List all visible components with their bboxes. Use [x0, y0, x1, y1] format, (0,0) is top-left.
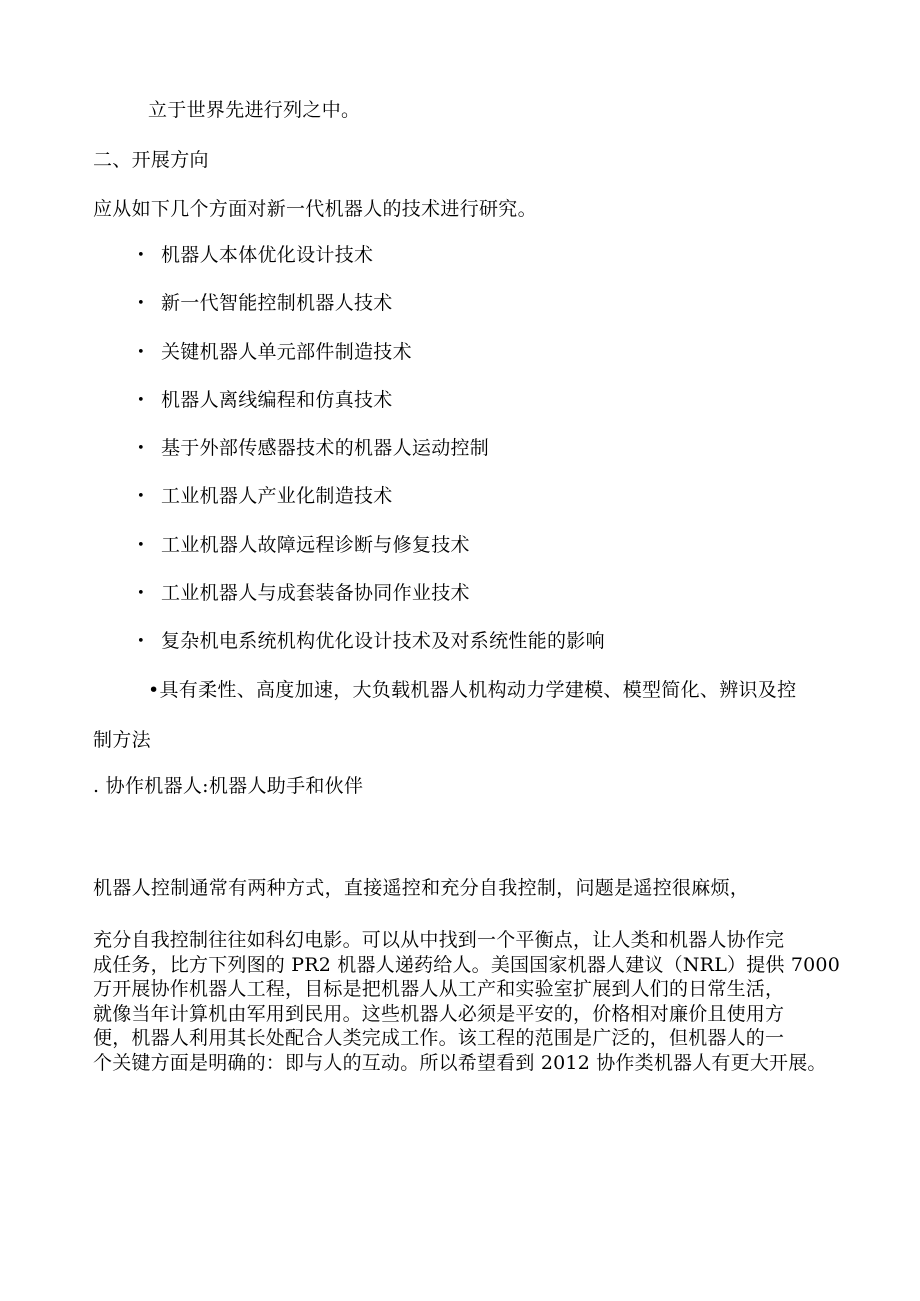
- list-item-text: 关键机器人单元部件制造技术: [161, 341, 412, 363]
- list-item: [137, 533, 470, 558]
- paragraph-line: 便，机器人利用其长处配合人类完成工作。该工程的范围是广泛的，但机器人的一: [93, 1027, 785, 1049]
- section-heading: 二、开展方向: [93, 149, 209, 171]
- list-item-text: 机器人本体优化设计技术: [161, 244, 374, 266]
- bullet-icon: •: [137, 586, 145, 601]
- list-item: [137, 484, 393, 509]
- intro-continuation: 立于世界先进行列之中。: [148, 99, 361, 121]
- paragraph-line: 充分自我控制往往如科幻电影。可以从中找到一个平衡点，让人类和机器人协作完: [93, 929, 785, 951]
- paragraph-line: 成任务，比方下列图的 PR2 机器人递药给人。美国国家机器人建议（NRL）提供 7000: [93, 953, 840, 976]
- list-item: [137, 291, 393, 316]
- list-item: [137, 243, 373, 268]
- bullet-icon: •: [137, 538, 145, 553]
- paragraph-line: 就像当年计算机由军用到民用。这些机器人必须是平安的，价格相对廉价且使用方: [93, 1002, 785, 1025]
- subheading-collaborative-robots: . 协作机器人:机器人助手和伙伴: [93, 775, 364, 797]
- bullet-icon: •: [137, 393, 145, 408]
- bullet-icon: •: [137, 345, 145, 360]
- long-bullet-line-1: •具有柔性、高度加速，大负载机器人机构动力学建模、模型简化、辨识及控: [148, 679, 797, 701]
- list-item-text: 工业机器人产业化制造技术: [161, 485, 393, 507]
- list-item: [137, 581, 470, 606]
- body-paragraph: [93, 928, 840, 1075]
- list-item-text: 新一代智能控制机器人技术: [161, 292, 393, 314]
- list-item-text: 机器人离线编程和仿真技术: [161, 389, 393, 411]
- list-item: [137, 340, 412, 365]
- list-item-text: 工业机器人与成套装备协同作业技术: [161, 582, 470, 604]
- paragraph-line: 万开展协作机器人工程，目标是把机器人从工产和实验室扩展到人们的日常生活，: [93, 978, 785, 1000]
- list-item: [137, 436, 489, 461]
- bullet-icon: •: [137, 634, 145, 649]
- bullet-icon: •: [137, 441, 145, 456]
- bullet-icon: •: [137, 489, 145, 504]
- paragraph-line: 个关键方面是明确的：即与人的互动。所以希望看到 2012 协作类机器人有更大开展。: [93, 1051, 827, 1074]
- list-item: [137, 629, 605, 654]
- bullet-icon: •: [137, 248, 145, 263]
- list-item-text: 工业机器人故障远程诊断与修复技术: [161, 534, 470, 556]
- section-intro: 应从如下几个方面对新一代机器人的技术进行研究。: [93, 198, 537, 220]
- list-item: [137, 388, 393, 413]
- list-item-text: 复杂机电系统机构优化设计技术及对系统性能的影响: [161, 630, 605, 652]
- bullet-icon: •: [137, 296, 145, 311]
- paragraph-first-line: 机器人控制通常有两种方式，直接遥控和充分自我控制，问题是遥控很麻烦，: [93, 877, 750, 899]
- list-item-text: 基于外部传感器技术的机器人运动控制: [161, 437, 490, 459]
- long-bullet-line-2: 制方法: [93, 729, 151, 751]
